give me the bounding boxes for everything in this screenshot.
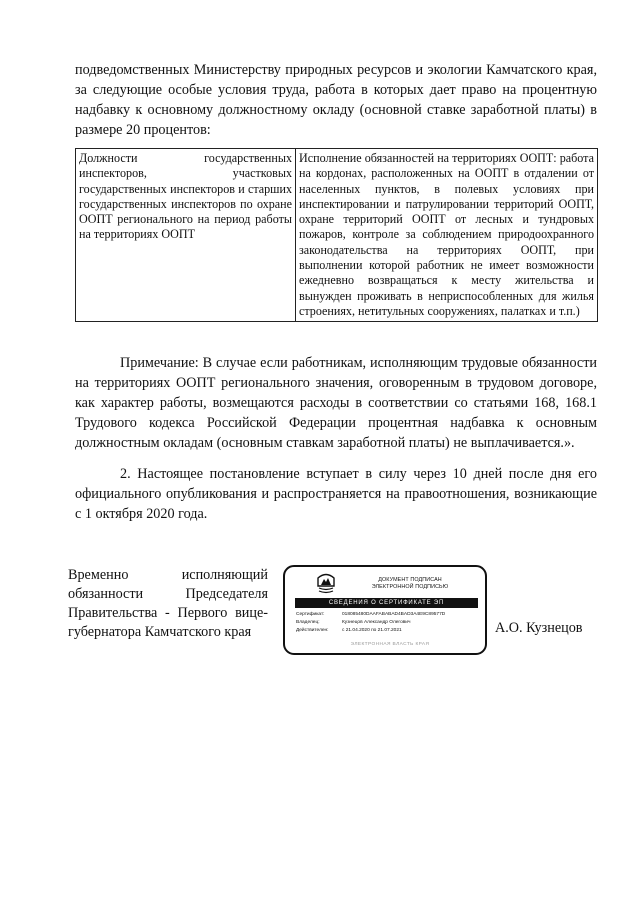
stamp-footer: ЭЛЕКТРОННАЯ ВЛАСТЬ КРАЯ — [350, 642, 430, 647]
stamp-title: ДОКУМЕНТ ПОДПИСАН ЭЛЕКТРОННОЙ ПОДПИСЬЮ — [371, 577, 449, 590]
stamp-band: СВЕДЕНИЯ О СЕРТИФИКАТЕ ЭП — [295, 598, 478, 608]
note-paragraph: Примечание: В случае если работникам, исполняющим трудовые обязанности на территориях ООПТ регионального значения, оговоренным в трудовом договоре, как характер работы, возмещаются расходы в соответствии со статьями 168, 168.1 Трудового кодекса Российской Федерации процентная надбавка к основным должностным окладам (основным ставкам заработной платы) не выплачивается.». — [75, 355, 597, 451]
signatory-name: А.О. Кузнецов — [495, 620, 583, 636]
stamp-cert-row: Сертификат: 018085480DAAFABABAD4BAD3A4E9C89577D — [296, 612, 446, 617]
stamp-owner-row: Владелец: Кузнецов Александр Олегович — [296, 620, 411, 625]
conditions-table — [75, 148, 598, 322]
signatory-position: Временно исполняющий обязанности Председателя Правительства - Первого вице-губернатора Камчатского края — [68, 567, 268, 640]
clause-2-paragraph: 2. Настоящее постановление вступает в силу через 10 дней после дня его официального опубликования и распространяется на правоотношения, возникающие с 1 октября 2020 года. — [75, 466, 597, 522]
stamp-validity-row: Действителен: с 21.04.2020 по 21.07.2021 — [296, 628, 402, 633]
positions-cell: Должности государственных инспекторов, участковых государственных инспекторов и старших государственных инспекторов по охране ООПТ регионального на период работы на территориях ООПТ — [76, 149, 296, 322]
table-row — [76, 149, 598, 322]
conditions-cell: Исполнение обязанностей на территориях ООПТ: работа на кордонах, расположенных на ООПТ в отдалении от населенных пунктов, в полевых условиях при инспектировании и патрулировании территорий ООПТ, охране территорий ООПТ от лесных и тундровых пожаров, контроле за соблюдением природоохранного законодательства на территориях ООПТ, при выполнении которой работник не имеет возможности ежедневно возвращаться к месту жительства и вынужден проживать в неприспособленных для жилья строениях, нетитульных сооружениях, палатках и т.п.) — [296, 149, 598, 322]
electronic-signature-stamp — [283, 565, 487, 655]
intro-paragraph: подведомственных Министерству природных ресурсов и экологии Камчатского края, за следующие особые условия труда, работа в которых дает право на процентную надбавку к основному должностному окладу (основной ставке заработной платы) в размере 20 процентов: — [75, 62, 597, 138]
coat-of-arms-icon — [315, 572, 337, 596]
